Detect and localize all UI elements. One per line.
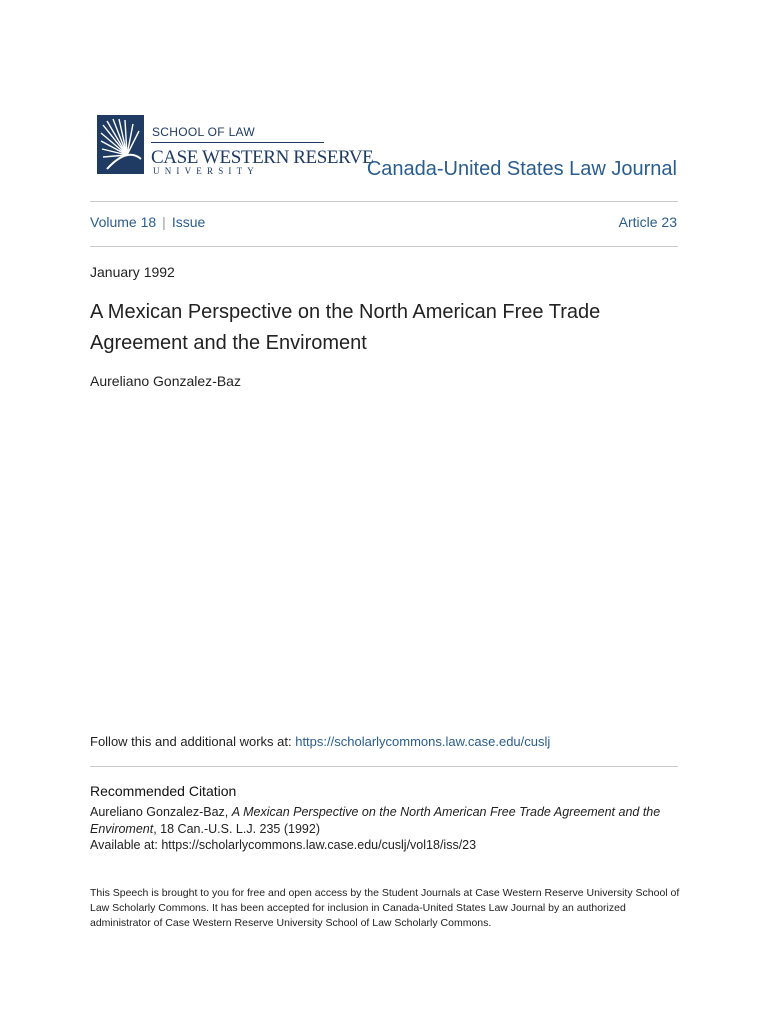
journal-title-link[interactable]: Canada-United States Law Journal [366,158,677,180]
citation-author: Aureliano Gonzalez-Baz, [90,805,232,819]
header-divider [90,201,678,202]
university-logo-icon [97,115,144,174]
citation-heading: Recommended Citation [90,783,237,799]
citation-suffix: , 18 Can.-U.S. L.J. 235 (1992) [153,822,320,836]
citation-text [90,804,680,838]
follow-line [90,734,550,749]
issue-link[interactable]: Issue [171,214,206,230]
collection-link[interactable]: https://scholarlycommons.law.case.edu/cuslj [295,734,551,749]
logo-university-text: UNIVERSITY [153,166,259,176]
publication-date: January 1992 [90,264,175,280]
access-notice: This Speech is brought to you for free and open access by the Student Journals at Case Western Reserve University School of Law Scholarly Commons. It has been accepted for inclusion in Canada-United States Law Journal by an authorized administrator of Case Western Reserve University School of Law Scholarly Commons. [90,887,680,929]
article-number-link[interactable]: Article 23 [618,214,677,230]
logo-divider [151,142,324,143]
article-author: Aureliano Gonzalez-Baz [90,373,241,389]
volume-link[interactable]: Volume 18 [90,214,157,230]
breadcrumb [90,214,205,230]
citation-title: A Mexican Perspective on the North American Free Trade Agreement and the Enviroment [90,805,661,836]
sunburst-icon [97,115,144,174]
article-title: A Mexican Perspective on the North American Free Trade Agreement and the Enviroment [90,301,601,354]
citation-available: Available at: https://scholarlycommons.law.case.edu/cuslj/vol18/iss/23 [90,838,477,852]
nav-divider [90,246,678,247]
logo-institution-text: CASE WESTERN RESERVE [151,147,374,168]
logo-school-text: SCHOOL OF LAW [152,125,256,139]
breadcrumb-separator: | [162,214,166,230]
citation-divider [90,766,678,767]
follow-text: Follow this and additional works at: [90,734,296,749]
